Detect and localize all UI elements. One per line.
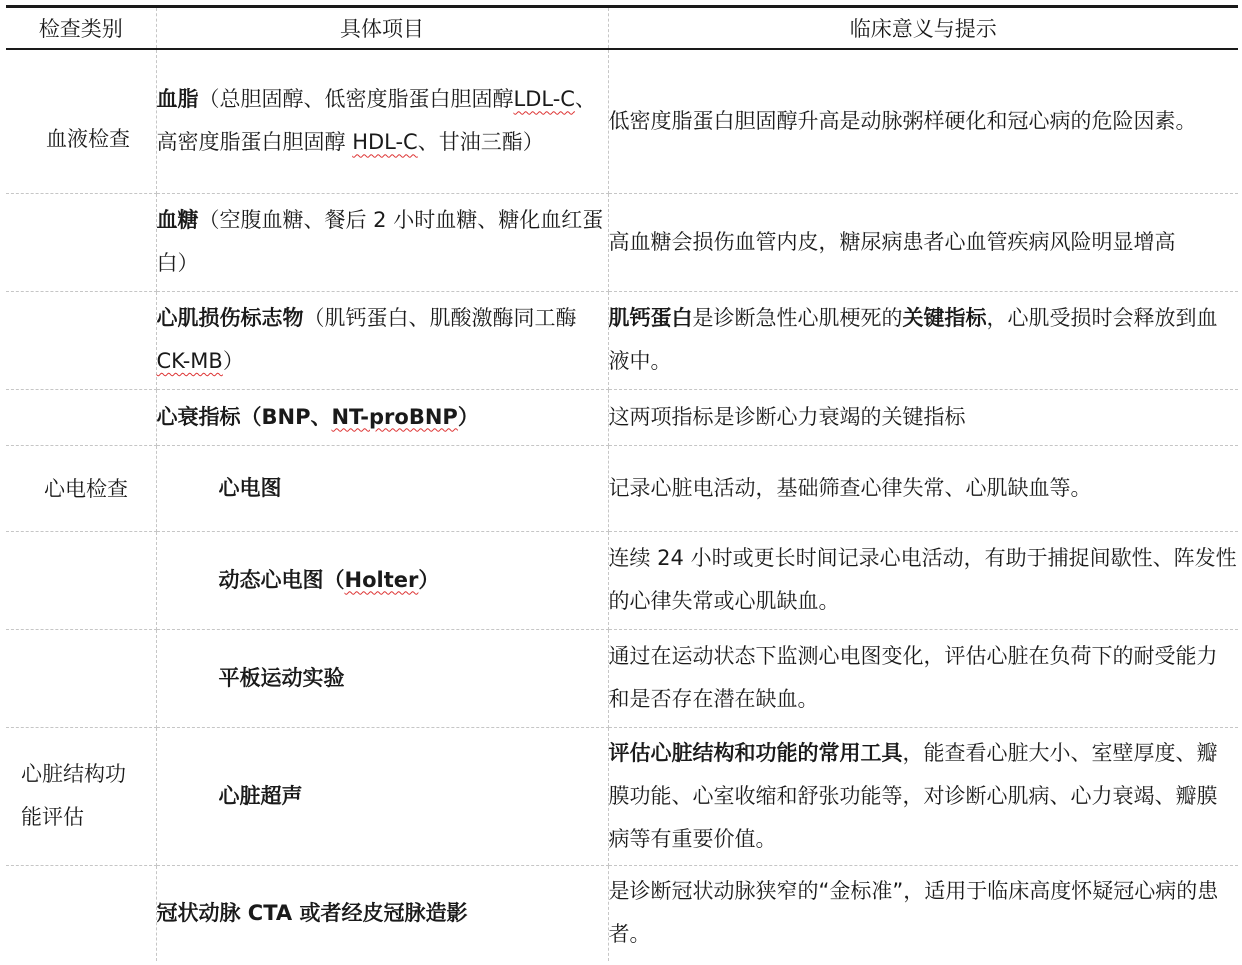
header-meaning: 临床意义与提示 [608,8,1238,49]
category-cell [6,865,156,961]
meaning-text: 通过在运动状态下监测心电图变化，评估心脏在负荷下的耐受能力和是否存在潜在缺血。 [608,644,1218,711]
category-cell [6,629,156,727]
item-detail: ） [418,567,440,592]
category-cell [6,49,156,193]
item-detail: ） [222,349,244,373]
item-detail: （空腹血糖、餐后 2 小时血糖、糖化血红蛋白） [156,208,604,275]
category-ecg: 心电检查 [44,477,128,501]
item-cell [156,49,608,193]
header-item: 具体项目 [156,8,608,49]
item-detail: 、甘油三酯） [417,130,544,155]
item-cell [156,445,608,531]
category-cell [6,193,156,291]
meaning-text: 是诊断急性心肌梗死的 [692,306,903,330]
table-row [6,727,1238,865]
item-detail: ） [457,404,479,429]
table-row [6,193,1238,291]
meaning-text: 是诊断冠状动脉狭窄的“金标准”，适用于临床高度怀疑冠心病的患者。 [608,879,1219,947]
meaning-emphasis: 关键指标 [902,306,987,330]
table-row [6,291,1238,389]
meaning-text: 这两项指标是诊断心力衰竭的关键指标 [608,404,966,429]
meaning-emphasis: 评估心脏结构和功能的常用工具 [608,740,903,765]
item-title: 动态心电图（ [218,567,345,592]
meaning-text: ，能查看心脏大小、室壁厚度、瓣膜功能、心室收缩和舒张功能等，对诊断心肌病、心力衰竭、瓣膜病等有重要价值。 [608,740,1218,851]
meaning-text: 连续 24 小时或更长时间记录心电活动，有助于捕捉间歇性、阵发性的心律失常或心肌缺血。 [608,546,1237,613]
table-row [6,389,1238,445]
meaning-cell [608,865,1238,961]
table-row [6,49,1238,193]
category-cell [6,389,156,445]
item-cell [156,389,608,445]
meaning-emphasis: 肌钙蛋白 [608,306,693,330]
meaning-cell [608,445,1238,531]
table-row [6,445,1238,531]
item-detail: （总胆固醇、低密度脂蛋白胆固醇 [198,87,514,112]
meaning-cell [608,291,1238,389]
item-cell [156,727,608,865]
header-category: 检查类别 [6,8,156,49]
category-cell [6,531,156,629]
item-abbr: Holter [344,567,419,592]
category-cell [6,445,156,531]
item-title: 血糖 [156,208,199,232]
category-cell [6,727,156,865]
category-blood: 血液检查 [46,126,130,151]
meaning-text: 低密度脂蛋白胆固醇升高是动脉粥样硬化和冠心病的危险因素。 [608,108,1197,133]
meaning-cell [608,49,1238,193]
item-cell [156,193,608,291]
item-abbr: NT-proBNP [331,404,458,429]
item-title: 心电图 [218,475,282,500]
meaning-cell [608,531,1238,629]
item-abbr: HDL-C [352,130,418,155]
table-row [6,629,1238,727]
meaning-text: 记录心脏电活动，基础筛查心律失常、心肌缺血等。 [608,475,1092,500]
table-row [6,531,1238,629]
item-detail: 、高密度脂蛋白胆固醇 [156,87,596,155]
meaning-cell [608,389,1238,445]
meaning-cell [608,193,1238,291]
item-title: 血脂 [156,87,199,112]
meaning-cell [608,629,1238,727]
item-abbr: LDL-C [513,87,575,112]
header-row [6,8,1238,49]
item-title: 心肌损伤标志物 [156,306,304,330]
meaning-text: ，心肌受损时会释放到血液中。 [608,306,1218,373]
category-structure: 心脏结构功能评估 [21,762,126,829]
meaning-text: 高血糖会损伤血管内皮，糖尿病患者心血管疾病风险明显增高 [608,229,1176,254]
item-detail: （肌钙蛋白、肌酸激酶同工酶 [303,306,577,330]
exam-table [6,8,1238,961]
category-cell [6,291,156,389]
item-title: 平板运动实验 [218,665,345,690]
meaning-cell [608,727,1238,865]
table-row [6,865,1238,961]
item-title: 心脏超声 [218,783,303,808]
item-cell [156,531,608,629]
item-abbr: CK-MB [156,349,223,373]
item-cell [156,291,608,389]
item-title: 冠状动脉 CTA 或者经皮冠脉造影 [156,900,468,925]
item-title: 心衰指标（BNP、 [156,404,332,429]
item-cell [156,865,608,961]
item-cell [156,629,608,727]
